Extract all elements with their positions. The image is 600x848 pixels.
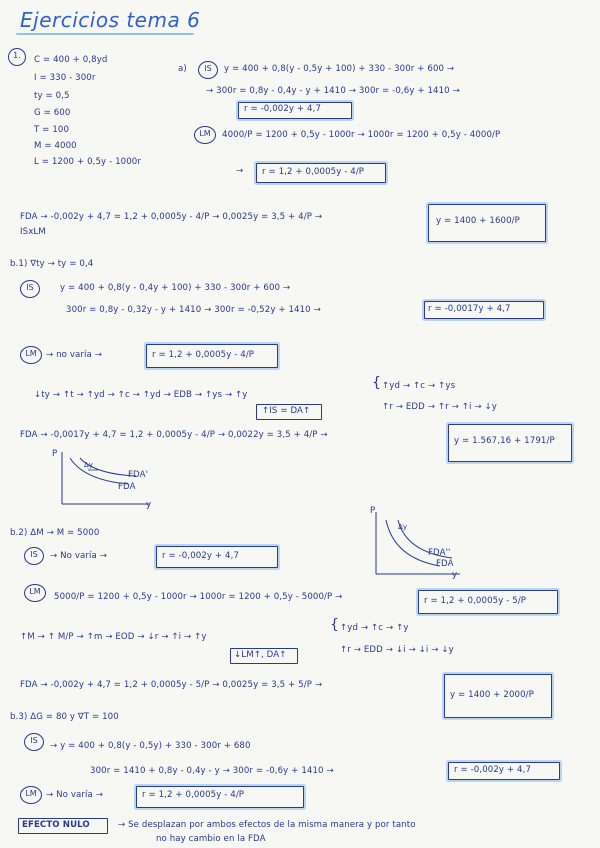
arrow: → bbox=[236, 166, 244, 176]
efecto-nulo: EFECTO NULO bbox=[22, 820, 90, 830]
is-equation: 300r = 1410 + 0,8y - 0,4y - y → 300r = -0,6y + 1410 → bbox=[90, 766, 334, 776]
graph-label: y bbox=[146, 500, 152, 510]
lm-result: r = 1,2 + 0,0005y - 4/P bbox=[142, 790, 245, 800]
section-label: b.2) ΔM → M = 5000 bbox=[10, 528, 100, 538]
causal-chain: ↑yd → ↑c → ↑y bbox=[340, 623, 409, 633]
given-item: L = 1200 + 0,5y - 1000r bbox=[34, 157, 142, 167]
given-item: C = 400 + 0,8yd bbox=[34, 55, 108, 65]
fda-result: y = 1.567,16 + 1791/P bbox=[454, 436, 555, 446]
fda-note: ISxLM bbox=[20, 227, 46, 237]
lm-label: LM bbox=[20, 346, 42, 364]
graph-label: FDA' bbox=[128, 470, 149, 480]
part-label: a) bbox=[178, 64, 187, 74]
causal-chain: ↑yd → ↑c → ↑ys bbox=[382, 381, 456, 391]
graph-label: FDA bbox=[436, 559, 454, 569]
conclusion: → Se desplazan por ambos efectos de la misma manera y por tanto bbox=[118, 820, 416, 830]
is-result: r = -0,002y + 4,7 bbox=[454, 765, 532, 775]
lm-equation: → No varía → bbox=[46, 790, 104, 800]
graph-label: P bbox=[52, 449, 58, 459]
is-equation: → y = 400 + 0,8(y - 0,5y) + 330 - 300r + 680 bbox=[50, 741, 251, 751]
lm-result: r = 1,2 + 0,0005y - 4/P bbox=[152, 350, 255, 360]
is-result: r = -0,002y + 4,7 bbox=[244, 104, 322, 114]
fda-equation: FDA → -0,0017y + 4,7 = 1,2 + 0,0005y - 4/P → 0,0022y = 3,5 + 4/P → bbox=[20, 430, 328, 440]
graph-label: Δy bbox=[84, 461, 94, 469]
lm-label: LM bbox=[194, 126, 216, 144]
causal-chain: ↑M → ↑ M/P → ↑m → EOD → ↓r → ↑i → ↑y bbox=[20, 632, 207, 642]
question-number: 1. bbox=[8, 48, 26, 66]
section-label: b.1) ∇ty → ty = 0,4 bbox=[10, 259, 94, 269]
is-equation: y = 400 + 0,8(y - 0,5y + 100) + 330 - 300r + 600 → bbox=[224, 64, 455, 74]
title-underline bbox=[16, 33, 194, 35]
fda-result: y = 1400 + 1600/P bbox=[436, 216, 520, 226]
fda-equation: FDA → -0,002y + 4,7 = 1,2 + 0,0005y - 5/P → 0,0025y = 3,5 + 5/P → bbox=[20, 680, 323, 690]
lm-result: r = 1,2 + 0,0005y - 5/P bbox=[424, 596, 527, 606]
graph-label: y bbox=[452, 570, 458, 580]
is-equation: y = 400 + 0,8(y - 0,4y + 100) + 330 - 300r + 600 → bbox=[60, 283, 291, 293]
causal-chain: ↓LM↑, DA↑ bbox=[234, 650, 287, 660]
is-equation: 300r = 0,8y - 0,32y - y + 1410 → 300r = -0,52y + 1410 → bbox=[66, 305, 321, 315]
causal-chain: ↑r → EDD → ↓i → ↓i → ↓y bbox=[340, 645, 454, 655]
is-label: IS bbox=[20, 280, 40, 298]
lm-equation: 5000/P = 1200 + 0,5y - 1000r → 1000r = 1200 + 0,5y - 5000/P → bbox=[54, 592, 343, 602]
given-item: M = 4000 bbox=[34, 141, 77, 151]
lm-label: LM bbox=[20, 786, 42, 804]
given-item: ty = 0,5 bbox=[34, 91, 70, 101]
page-title: Ejercicios tema 6 bbox=[20, 8, 201, 32]
graph-label: FDA'' bbox=[428, 548, 451, 558]
causal-chain: ↓ty → ↑t → ↑yd → ↑c → ↑yd → EDB → ↑ys → ↑y bbox=[34, 390, 248, 400]
fda-equation: FDA → -0,002y + 4,7 = 1,2 + 0,0005y - 4/P → 0,0025y = 3,5 + 4/P → bbox=[20, 212, 323, 222]
lm-label: LM bbox=[24, 584, 46, 602]
causal-chain: ↑r → EDD → ↑r → ↑i → ↓y bbox=[382, 402, 497, 412]
fda-result: y = 1400 + 2000/P bbox=[450, 690, 534, 700]
lm-equation: 4000/P = 1200 + 0,5y - 1000r → 1000r = 1200 + 0,5y - 4000/P bbox=[222, 130, 501, 140]
causal-chain: ↑IS = DA↑ bbox=[262, 406, 311, 416]
is-result: r = -0,0017y + 4,7 bbox=[428, 304, 511, 314]
graph-label: Δy bbox=[398, 523, 408, 531]
graph-label: P bbox=[370, 506, 376, 516]
given-item: I = 330 - 300r bbox=[34, 73, 96, 83]
is-label: IS bbox=[24, 733, 44, 751]
is-equation: → No varía → bbox=[50, 551, 108, 561]
conclusion: no hay cambio en la FDA bbox=[156, 834, 266, 844]
section-label: b.3) ΔG = 80 y ∇T = 100 bbox=[10, 712, 119, 722]
is-label: IS bbox=[24, 547, 44, 565]
graph-label: FDA bbox=[118, 482, 136, 492]
given-item: T = 100 bbox=[34, 125, 70, 135]
brace: { bbox=[372, 375, 382, 391]
lm-result: r = 1,2 + 0,0005y - 4/P bbox=[262, 167, 365, 177]
given-item: G = 600 bbox=[34, 108, 71, 118]
brace: { bbox=[330, 617, 340, 633]
is-equation: → 300r = 0,8y - 0,4y - y + 1410 → 300r = -0,6y + 1410 → bbox=[206, 86, 460, 96]
is-label: IS bbox=[198, 61, 218, 79]
is-result: r = -0,002y + 4,7 bbox=[162, 551, 240, 561]
lm-equation: → no varía → bbox=[46, 350, 103, 360]
